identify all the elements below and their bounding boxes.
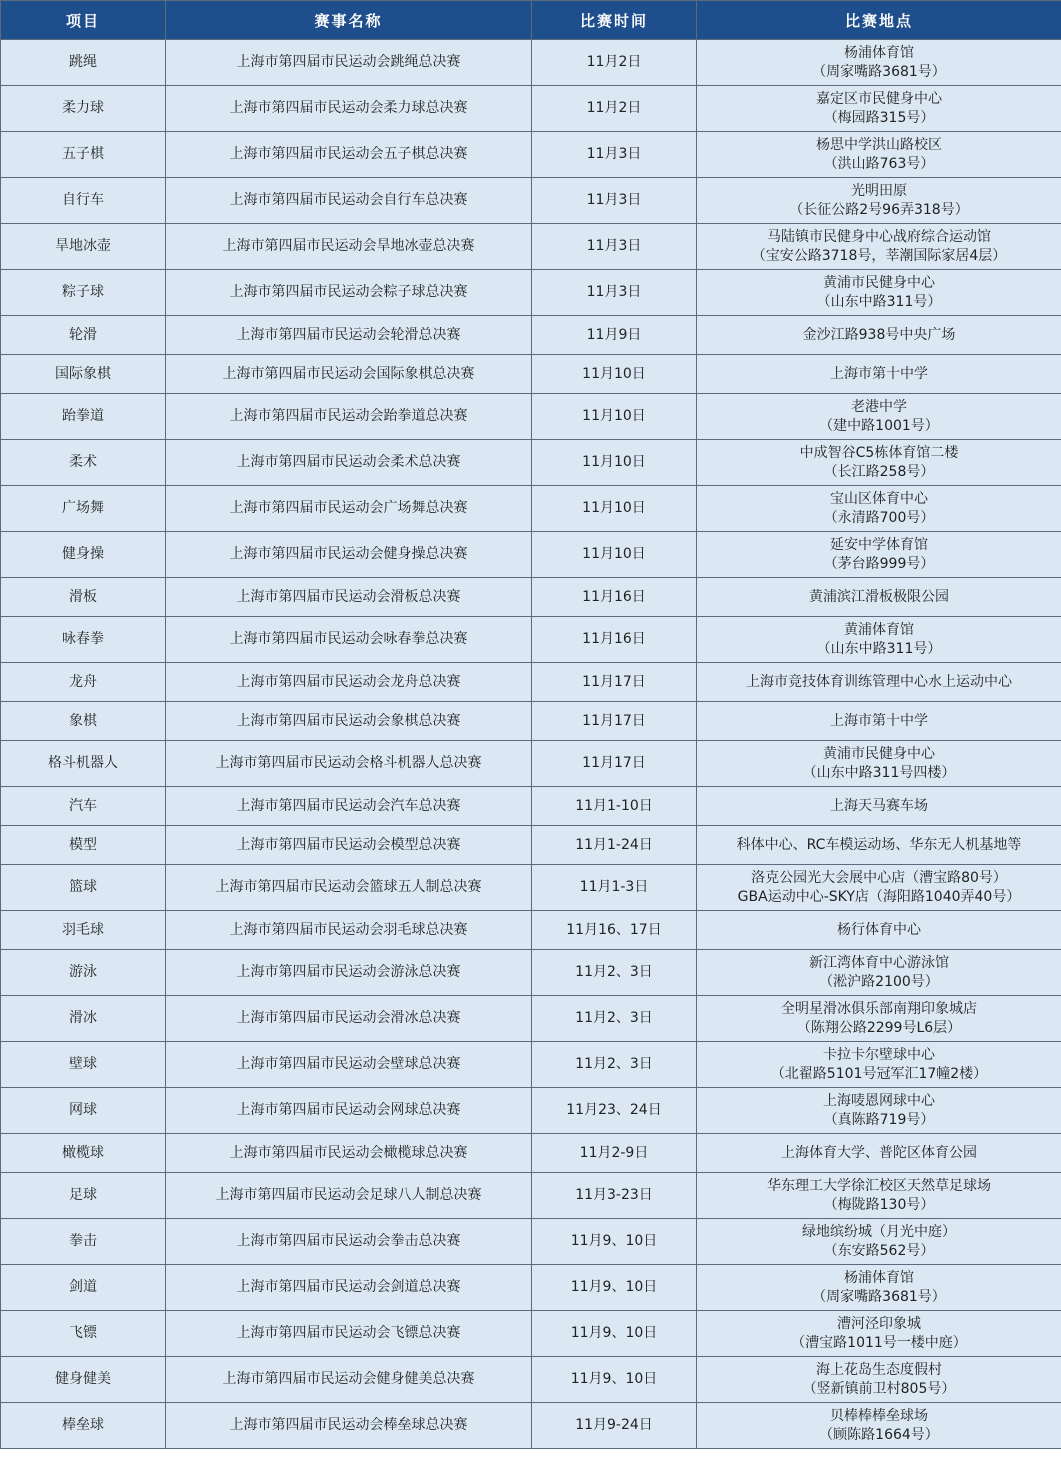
date-cell: 11月2、3日 [532, 950, 697, 996]
table-row [1, 224, 1061, 270]
date-cell: 11月17日 [532, 702, 697, 741]
venue-line: 卡拉卡尔壁球中心 [823, 1046, 935, 1063]
date-cell: 11月9、10日 [532, 1219, 697, 1265]
date-cell: 11月23、24日 [532, 1088, 697, 1134]
venue-line: 中成智谷C5栋体育馆二楼 [799, 444, 959, 461]
venue-cell [697, 316, 1061, 355]
venue-line: 绿地缤纷城（月光中庭） [802, 1223, 956, 1240]
venue-line: 黄浦滨江滑板极限公园 [809, 588, 949, 605]
item-cell: 羽毛球 [1, 911, 166, 950]
table-row [1, 132, 1061, 178]
item-cell: 轮滑 [1, 316, 166, 355]
venue-line: （建中路1001号） [819, 417, 939, 434]
venue-line: 杨行体育中心 [837, 921, 921, 938]
item-cell: 滑板 [1, 578, 166, 617]
venue-cell [697, 270, 1061, 316]
date-cell: 11月10日 [532, 532, 697, 578]
venue-cell [697, 702, 1061, 741]
venue-cell [697, 1042, 1061, 1088]
venue-line: （山东中路311号） [816, 640, 942, 657]
table-row [1, 440, 1061, 486]
venue-cell [697, 355, 1061, 394]
venue-cell [697, 86, 1061, 132]
table-row [1, 702, 1061, 741]
date-cell: 11月2、3日 [532, 1042, 697, 1088]
item-cell: 柔术 [1, 440, 166, 486]
table-row [1, 826, 1061, 865]
venue-line: （洪山路763号） [823, 155, 935, 172]
venue-line: 杨浦体育馆 [844, 1269, 914, 1286]
venue-line: （真陈路719号） [823, 1111, 935, 1128]
item-cell: 拳击 [1, 1219, 166, 1265]
date-cell: 11月3日 [532, 224, 697, 270]
item-cell: 壁球 [1, 1042, 166, 1088]
table-row [1, 996, 1061, 1042]
venue-line: 贝棒棒棒垒球场 [830, 1407, 928, 1424]
venue-line: GBA运动中心-SKY店（海阳路1040弄40号） [737, 888, 1021, 905]
event-name-cell: 上海市第四届市民运动会龙舟总决赛 [166, 663, 532, 702]
item-cell: 飞镖 [1, 1311, 166, 1357]
venue-cell [697, 132, 1061, 178]
event-name-cell: 上海市第四届市民运动会柔术总决赛 [166, 440, 532, 486]
date-cell: 11月9、10日 [532, 1357, 697, 1403]
event-name-cell: 上海市第四届市民运动会拳击总决赛 [166, 1219, 532, 1265]
venue-cell [697, 486, 1061, 532]
venue-line: 上海天马赛车场 [830, 797, 928, 814]
venue-line: 黄浦体育馆 [844, 621, 914, 638]
date-cell: 11月1-3日 [532, 865, 697, 911]
date-cell: 11月10日 [532, 486, 697, 532]
venue-cell [697, 532, 1061, 578]
event-name-cell: 上海市第四届市民运动会剑道总决赛 [166, 1265, 532, 1311]
venue-line: （漕宝路1011号一楼中庭） [791, 1334, 967, 1351]
event-name-cell: 上海市第四届市民运动会健身健美总决赛 [166, 1357, 532, 1403]
venue-line: （竖新镇前卫村805号） [802, 1380, 956, 1397]
item-cell: 足球 [1, 1173, 166, 1219]
date-cell: 11月3-23日 [532, 1173, 697, 1219]
date-cell: 11月2-9日 [532, 1134, 697, 1173]
table-row [1, 663, 1061, 702]
item-cell: 旱地冰壶 [1, 224, 166, 270]
item-cell: 咏春拳 [1, 617, 166, 663]
event-name-cell: 上海市第四届市民运动会象棋总决赛 [166, 702, 532, 741]
date-cell: 11月10日 [532, 440, 697, 486]
table-row [1, 1088, 1061, 1134]
table-row [1, 86, 1061, 132]
venue-cell [697, 1357, 1061, 1403]
event-name-cell: 上海市第四届市民运动会咏春拳总决赛 [166, 617, 532, 663]
date-cell: 11月9日 [532, 316, 697, 355]
date-cell: 11月3日 [532, 132, 697, 178]
item-cell: 跳绳 [1, 40, 166, 86]
table-row [1, 316, 1061, 355]
item-cell: 象棋 [1, 702, 166, 741]
event-name-cell: 上海市第四届市民运动会跆拳道总决赛 [166, 394, 532, 440]
table-row [1, 865, 1061, 911]
date-cell: 11月10日 [532, 394, 697, 440]
item-cell: 格斗机器人 [1, 741, 166, 787]
date-cell: 11月3日 [532, 178, 697, 224]
event-name-cell: 上海市第四届市民运动会自行车总决赛 [166, 178, 532, 224]
date-cell: 11月1-10日 [532, 787, 697, 826]
item-cell: 跆拳道 [1, 394, 166, 440]
venue-line: 漕河泾印象城 [837, 1315, 921, 1332]
venue-cell [697, 224, 1061, 270]
venue-line: （陈翔公路2299号L6层） [796, 1019, 962, 1036]
venue-line: （宝安公路3718号，莘潮国际家居4层） [751, 247, 1007, 264]
item-cell: 健身操 [1, 532, 166, 578]
date-cell: 11月16、17日 [532, 911, 697, 950]
venue-line: 嘉定区市民健身中心 [816, 90, 942, 107]
venue-cell [697, 741, 1061, 787]
item-cell: 健身健美 [1, 1357, 166, 1403]
event-name-cell: 上海市第四届市民运动会跳绳总决赛 [166, 40, 532, 86]
header-date: 比赛时间 [532, 1, 697, 40]
venue-line: （长江路258号） [823, 463, 935, 480]
venue-line: （东安路562号） [823, 1242, 935, 1259]
item-cell: 国际象棋 [1, 355, 166, 394]
table-row [1, 578, 1061, 617]
venue-line: 马陆镇市民健身中心战府综合运动馆 [767, 228, 991, 245]
venue-line: 海上花岛生态度假村 [816, 1361, 942, 1378]
header-event-name: 赛事名称 [166, 1, 532, 40]
event-name-cell: 上海市第四届市民运动会健身操总决赛 [166, 532, 532, 578]
venue-line: （永清路700号） [823, 509, 935, 526]
venue-cell [697, 1173, 1061, 1219]
item-cell: 橄榄球 [1, 1134, 166, 1173]
venue-cell [697, 1088, 1061, 1134]
date-cell: 11月3日 [532, 270, 697, 316]
table-row [1, 787, 1061, 826]
date-cell: 11月17日 [532, 663, 697, 702]
table-row [1, 741, 1061, 787]
venue-cell [697, 1134, 1061, 1173]
venue-line: 科体中心、RC车模运动场、华东无人机基地等 [736, 836, 1022, 853]
venue-line: 新江湾体育中心游泳馆 [809, 954, 949, 971]
venue-cell [697, 865, 1061, 911]
item-cell: 粽子球 [1, 270, 166, 316]
table-row [1, 1042, 1061, 1088]
header-row [1, 1, 1061, 40]
event-name-cell: 上海市第四届市民运动会橄榄球总决赛 [166, 1134, 532, 1173]
venue-cell [697, 950, 1061, 996]
event-name-cell: 上海市第四届市民运动会汽车总决赛 [166, 787, 532, 826]
event-name-cell: 上海市第四届市民运动会羽毛球总决赛 [166, 911, 532, 950]
venue-line: 光明田原 [851, 182, 907, 199]
date-cell: 11月16日 [532, 617, 697, 663]
event-name-cell: 上海市第四届市民运动会棒垒球总决赛 [166, 1403, 532, 1449]
table-row [1, 1265, 1061, 1311]
venue-line: （顾陈路1664号） [819, 1426, 939, 1443]
date-cell: 11月2、3日 [532, 996, 697, 1042]
venue-line: 华东理工大学徐汇校区天然草足球场 [767, 1177, 991, 1194]
venue-line: 延安中学体育馆 [830, 536, 928, 553]
item-cell: 篮球 [1, 865, 166, 911]
venue-line: 杨思中学洪山路校区 [816, 136, 942, 153]
item-cell: 五子棋 [1, 132, 166, 178]
venue-line: 上海市第十中学 [830, 365, 928, 382]
item-cell: 柔力球 [1, 86, 166, 132]
venue-line: 黄浦市民健身中心 [823, 274, 935, 291]
venue-line: （周家嘴路3681号） [812, 1288, 946, 1305]
venue-line: 上海体育大学、普陀区体育公园 [781, 1144, 977, 1161]
venue-line: 金沙江路938号中央广场 [802, 326, 956, 343]
venue-line: （周家嘴路3681号） [812, 63, 946, 80]
event-name-cell: 上海市第四届市民运动会壁球总决赛 [166, 1042, 532, 1088]
venue-cell [697, 1403, 1061, 1449]
venue-cell [697, 911, 1061, 950]
event-name-cell: 上海市第四届市民运动会飞镖总决赛 [166, 1311, 532, 1357]
venue-cell [697, 996, 1061, 1042]
venue-line: （梅陇路130号） [823, 1196, 935, 1213]
venue-cell [697, 440, 1061, 486]
venue-line: 上海市第十中学 [830, 712, 928, 729]
event-name-cell: 上海市第四届市民运动会粽子球总决赛 [166, 270, 532, 316]
date-cell: 11月9-24日 [532, 1403, 697, 1449]
venue-line: （北翟路5101号冠军汇17幢2楼） [770, 1065, 988, 1082]
venue-line: 上海唛恩网球中心 [823, 1092, 935, 1109]
table-row [1, 1173, 1061, 1219]
venue-line: 全明星滑冰俱乐部南翔印象城店 [781, 1000, 977, 1017]
item-cell: 龙舟 [1, 663, 166, 702]
event-name-cell: 上海市第四届市民运动会滑冰总决赛 [166, 996, 532, 1042]
table-row [1, 486, 1061, 532]
venue-cell [697, 663, 1061, 702]
venue-line: 上海市竞技体育训练管理中心水上运动中心 [746, 673, 1012, 690]
venue-cell [697, 787, 1061, 826]
table-row [1, 178, 1061, 224]
table-row [1, 950, 1061, 996]
item-cell: 棒垒球 [1, 1403, 166, 1449]
event-name-cell: 上海市第四届市民运动会模型总决赛 [166, 826, 532, 865]
item-cell: 滑冰 [1, 996, 166, 1042]
item-cell: 广场舞 [1, 486, 166, 532]
header-item: 项目 [1, 1, 166, 40]
table-row [1, 270, 1061, 316]
venue-line: 老港中学 [851, 398, 907, 415]
date-cell: 11月10日 [532, 355, 697, 394]
event-name-cell: 上海市第四届市民运动会五子棋总决赛 [166, 132, 532, 178]
table-row [1, 617, 1061, 663]
item-cell: 网球 [1, 1088, 166, 1134]
item-cell: 剑道 [1, 1265, 166, 1311]
item-cell: 模型 [1, 826, 166, 865]
header-venue: 比赛地点 [697, 1, 1061, 40]
venue-line: （淞沪路2100号） [819, 973, 939, 990]
venue-line: （山东中路311号四楼） [802, 764, 956, 781]
venue-cell [697, 40, 1061, 86]
venue-line: 黄浦市民健身中心 [823, 745, 935, 762]
date-cell: 11月2日 [532, 86, 697, 132]
event-name-cell: 上海市第四届市民运动会游泳总决赛 [166, 950, 532, 996]
date-cell: 11月9、10日 [532, 1311, 697, 1357]
table-row [1, 1311, 1061, 1357]
venue-line: （山东中路311号） [816, 293, 942, 310]
event-name-cell: 上海市第四届市民运动会旱地冰壶总决赛 [166, 224, 532, 270]
venue-cell [697, 1219, 1061, 1265]
event-name-cell: 上海市第四届市民运动会足球八人制总决赛 [166, 1173, 532, 1219]
venue-line: （梅园路315号） [823, 109, 935, 126]
item-cell: 汽车 [1, 787, 166, 826]
table-row [1, 532, 1061, 578]
table-row [1, 1219, 1061, 1265]
venue-line: （长征公路2号96弄318号） [789, 201, 969, 218]
table-body [1, 40, 1061, 1449]
event-name-cell: 上海市第四届市民运动会国际象棋总决赛 [166, 355, 532, 394]
table-row [1, 394, 1061, 440]
item-cell: 自行车 [1, 178, 166, 224]
table-row [1, 1134, 1061, 1173]
date-cell: 11月2日 [532, 40, 697, 86]
venue-cell [697, 617, 1061, 663]
event-name-cell: 上海市第四届市民运动会网球总决赛 [166, 1088, 532, 1134]
date-cell: 11月16日 [532, 578, 697, 617]
date-cell: 11月17日 [532, 741, 697, 787]
venue-line: 杨浦体育馆 [844, 44, 914, 61]
event-name-cell: 上海市第四届市民运动会格斗机器人总决赛 [166, 741, 532, 787]
date-cell: 11月1-24日 [532, 826, 697, 865]
venue-cell [697, 1311, 1061, 1357]
table-row [1, 1357, 1061, 1403]
event-name-cell: 上海市第四届市民运动会广场舞总决赛 [166, 486, 532, 532]
table-row [1, 40, 1061, 86]
item-cell: 游泳 [1, 950, 166, 996]
event-name-cell: 上海市第四届市民运动会柔力球总决赛 [166, 86, 532, 132]
venue-cell [697, 826, 1061, 865]
table-row [1, 355, 1061, 394]
table-row [1, 1403, 1061, 1449]
venue-cell [697, 178, 1061, 224]
venue-line: 宝山区体育中心 [830, 490, 928, 507]
venue-line: 洛克公园光大会展中心店（漕宝路80号） [751, 869, 1007, 886]
event-name-cell: 上海市第四届市民运动会滑板总决赛 [166, 578, 532, 617]
table-row [1, 911, 1061, 950]
date-cell: 11月9、10日 [532, 1265, 697, 1311]
venue-cell [697, 394, 1061, 440]
venue-cell [697, 578, 1061, 617]
venue-line: （茅台路999号） [823, 555, 935, 572]
event-name-cell: 上海市第四届市民运动会轮滑总决赛 [166, 316, 532, 355]
venue-cell [697, 1265, 1061, 1311]
event-name-cell: 上海市第四届市民运动会篮球五人制总决赛 [166, 865, 532, 911]
